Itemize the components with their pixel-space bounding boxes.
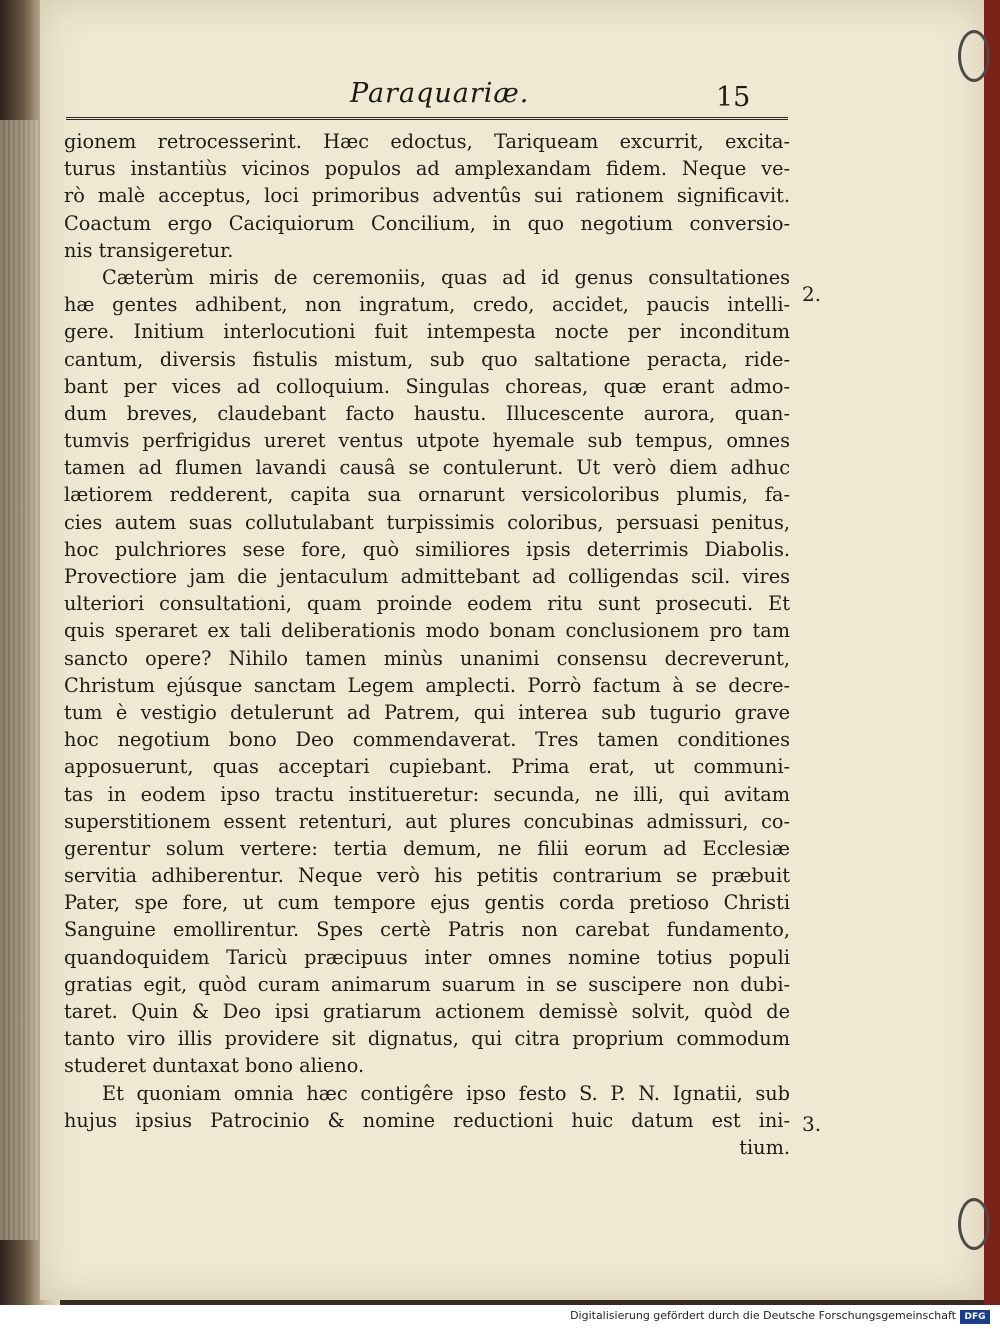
text-line: tium. (739, 1135, 790, 1159)
text-line: tumvis perfrigidus ureret ventus utpote hyemale sub tempus, omnes (64, 429, 790, 453)
text-line: sancto opere? Nihilo tamen minùs unanimi consensu decreverunt, (64, 646, 790, 670)
text-line: Sanguine emollirentur. Spes certè Patris non carebat fundamento, (64, 918, 790, 942)
text-line: tanto viro illis providere sit dignatus, qui citra proprium commodum (64, 1027, 790, 1051)
text-line: lætiorem redderent, capita sua ornarunt versicoloribus plumis, fa- (64, 483, 790, 507)
text-line: ulteriori consultationi, quam proinde eodem ritu sunt prosecuti. Et (64, 592, 790, 616)
text-line: gerentur solum vertere: tertia demum, ne filii eorum ad Ecclesiæ (64, 836, 790, 860)
text-line: hoc negotium bono Deo commendaverat. Tres tamen conditiones (64, 728, 790, 752)
funding-credit: Digitalisierung gefördert durch die Deutsche Forschungsgemeinschaft (570, 1309, 956, 1322)
text-line: dum breves, claudebant facto haustu. Illucescente aurora, quan- (64, 401, 790, 425)
text-line: studeret duntaxat bono alieno. (64, 1054, 365, 1078)
text-line: cies autem suas collutulabant turpissimis coloribus, persuasi penitus, (64, 510, 790, 534)
binder-ring-icon (958, 1198, 990, 1250)
text-line: bant per vices ad colloquium. Singulas choreas, quæ erant admo- (64, 374, 790, 398)
text-line: quandoquidem Taricù præcipuus inter omnes nomine totius populi (64, 945, 790, 969)
margin-note: 2. (802, 282, 822, 306)
text-line: hujus ipsius Patrocinio & nomine reductioni huic datum est ini- (64, 1108, 790, 1132)
text-line: cantum, diversis fistulis mistum, sub quo saltatione peracta, ride- (64, 347, 790, 371)
text-line: servitia adhiberentur. Neque verò his petitis contrarium se præbuit (64, 864, 790, 888)
text-line: Coactum ergo Caciquiorum Concilium, in quo negotium conversio- (64, 211, 790, 235)
text-line: taret. Quin & Deo ipsi gratiarum actionem demissè solvit, quòd de (64, 1000, 790, 1023)
text-line: apposuerunt, quas acceptari cupiebant. Prima erat, ut communi- (64, 755, 790, 779)
text-line: gionem retrocesserint. Hæc edoctus, Tariqueam excurrit, excita- (64, 130, 790, 153)
text-line: hoc pulchriores sese fore, quò similiores ipsis deterrimis Diabolis. (64, 537, 790, 561)
text-line: Cæterùm miris de ceremoniis, quas ad id genus consultationes (102, 265, 790, 289)
text-line: tum è vestigio detulerunt ad Patrem, qui interea sub tugurio grave (64, 700, 790, 724)
text-line: rò malè acceptus, loci primoribus adventûs sui rationem significavit. (64, 184, 790, 208)
text-line: quis speraret ex tali deliberationis modo bonam conclusionem pro tam (64, 619, 790, 643)
text-line: turus instantiùs vicinos populos ad amplexandam fidem. Neque ve- (64, 157, 790, 181)
text-line: superstitionem essent retenturi, aut plures concubinas admissuri, co- (64, 809, 790, 833)
text-line: Provectiore jam die jentaculum admittebant ad colligendas scil. vires (64, 565, 790, 588)
text-line: hæ gentes adhibent, non ingratum, credo, accidet, paucis intelli- (64, 293, 790, 317)
binder-ring-icon (958, 30, 990, 82)
text-line: tamen ad flumen lavandi causâ se contulerunt. Ut verò diem adhuc (64, 456, 790, 480)
margin-note: 3. (802, 1112, 822, 1136)
body-text (64, 128, 790, 1161)
text-line: Christum ejúsque sanctam Legem amplecti. Porrò factum à se decre- (64, 673, 790, 697)
page-number: 15 (716, 82, 751, 113)
text-line: Pater, spe fore, ut cum tempore ejus gentis corda pretioso Christi (64, 891, 790, 915)
footer-bar (0, 1305, 1000, 1329)
cover-edge (984, 0, 1000, 1305)
text-line: Et quoniam omnia hæc contigêre ipso festo S. P. N. Ignatii, sub (102, 1081, 790, 1105)
dfg-logo: DFG (960, 1310, 990, 1324)
text-line: nis transigeretur. (64, 238, 234, 262)
running-head: Paraquariæ. (350, 78, 530, 109)
text-line: gratias egit, quòd curam animarum suarum in se suscipere non dubi- (64, 972, 790, 996)
header-rule (66, 117, 788, 120)
text-line: tas in eodem ipso tractu institueretur: secunda, ne illi, qui avitam (64, 782, 790, 806)
text-line: gere. Initium interlocutioni fuit intempesta nocte per inconditum (64, 320, 790, 344)
